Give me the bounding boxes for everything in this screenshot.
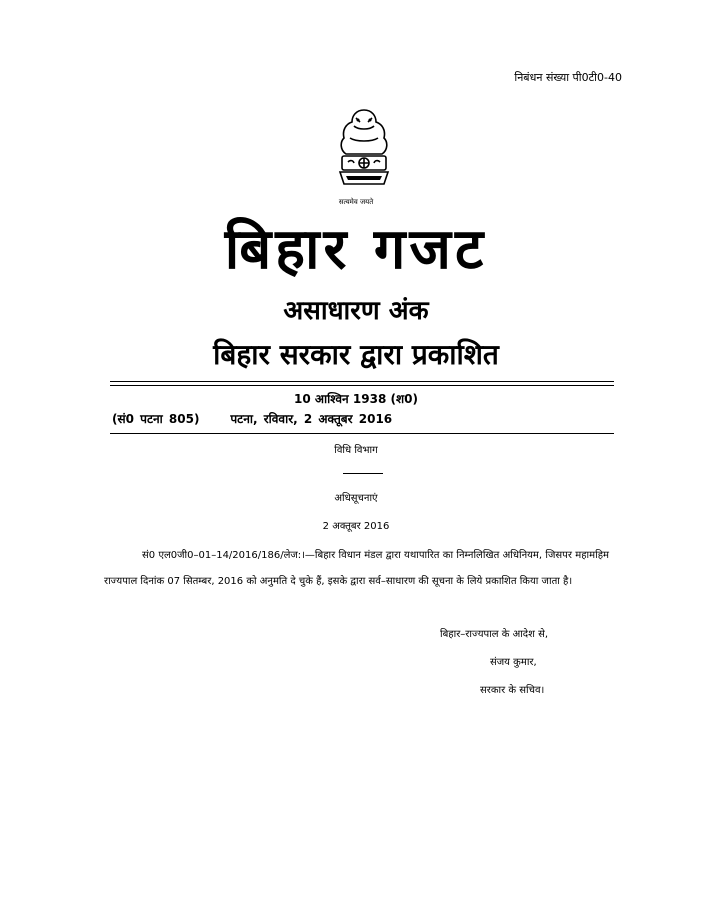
header-rule-top-2 xyxy=(110,385,614,386)
header-rule-bottom xyxy=(110,433,614,434)
notification-body xyxy=(104,543,609,595)
department-name: विधि विभाग xyxy=(334,445,378,456)
signature-designation: सरकार के सचिव। xyxy=(480,685,545,696)
issue-number: (सं0 पटना 805) xyxy=(112,412,200,426)
notification-paragraph: सं0 एल0जी0–01–14/2016/186/लेज:।—बिहार विधान मंडल द्वारा यथापारित का निम्नलिखित अधिनियम, जिसपर महामहिम राज्यपाल दिनांक 07 सितम्बर, 2016 को अनुमति दे चुके हैं, इसके द्वारा सर्व–साधारण की सूचना के लिये प्रकाशित किया जाता है। xyxy=(104,550,609,587)
header-rule-top xyxy=(110,381,614,382)
signature-name: संजय कुमार, xyxy=(490,657,537,668)
signature-order-line: बिहार–राज्यपाल के आदेश से, xyxy=(440,629,549,640)
emblem-motto: सत्यमेव जयते xyxy=(338,198,374,206)
department-divider xyxy=(343,473,383,474)
saka-date: 10 आश्विन 1938 (श0) xyxy=(294,392,418,406)
notification-date: 2 अक्तूबर 2016 xyxy=(322,521,390,532)
registration-number: निबंधन संख्या पी0टी0-40 xyxy=(514,71,622,84)
published-by-subtitle: बिहार सरकार द्वारा प्रकाशित xyxy=(213,338,499,371)
state-emblem-icon xyxy=(326,104,402,198)
issue-place-date: पटना, रविवार, 2 अक्तूबर 2016 xyxy=(230,412,393,426)
extraordinary-subtitle: असाधारण अंक xyxy=(283,296,429,326)
issue-line xyxy=(112,410,392,427)
notification-heading: अधिसूचनाएं xyxy=(334,493,378,504)
gazette-title: बिहार गजट xyxy=(224,217,488,282)
